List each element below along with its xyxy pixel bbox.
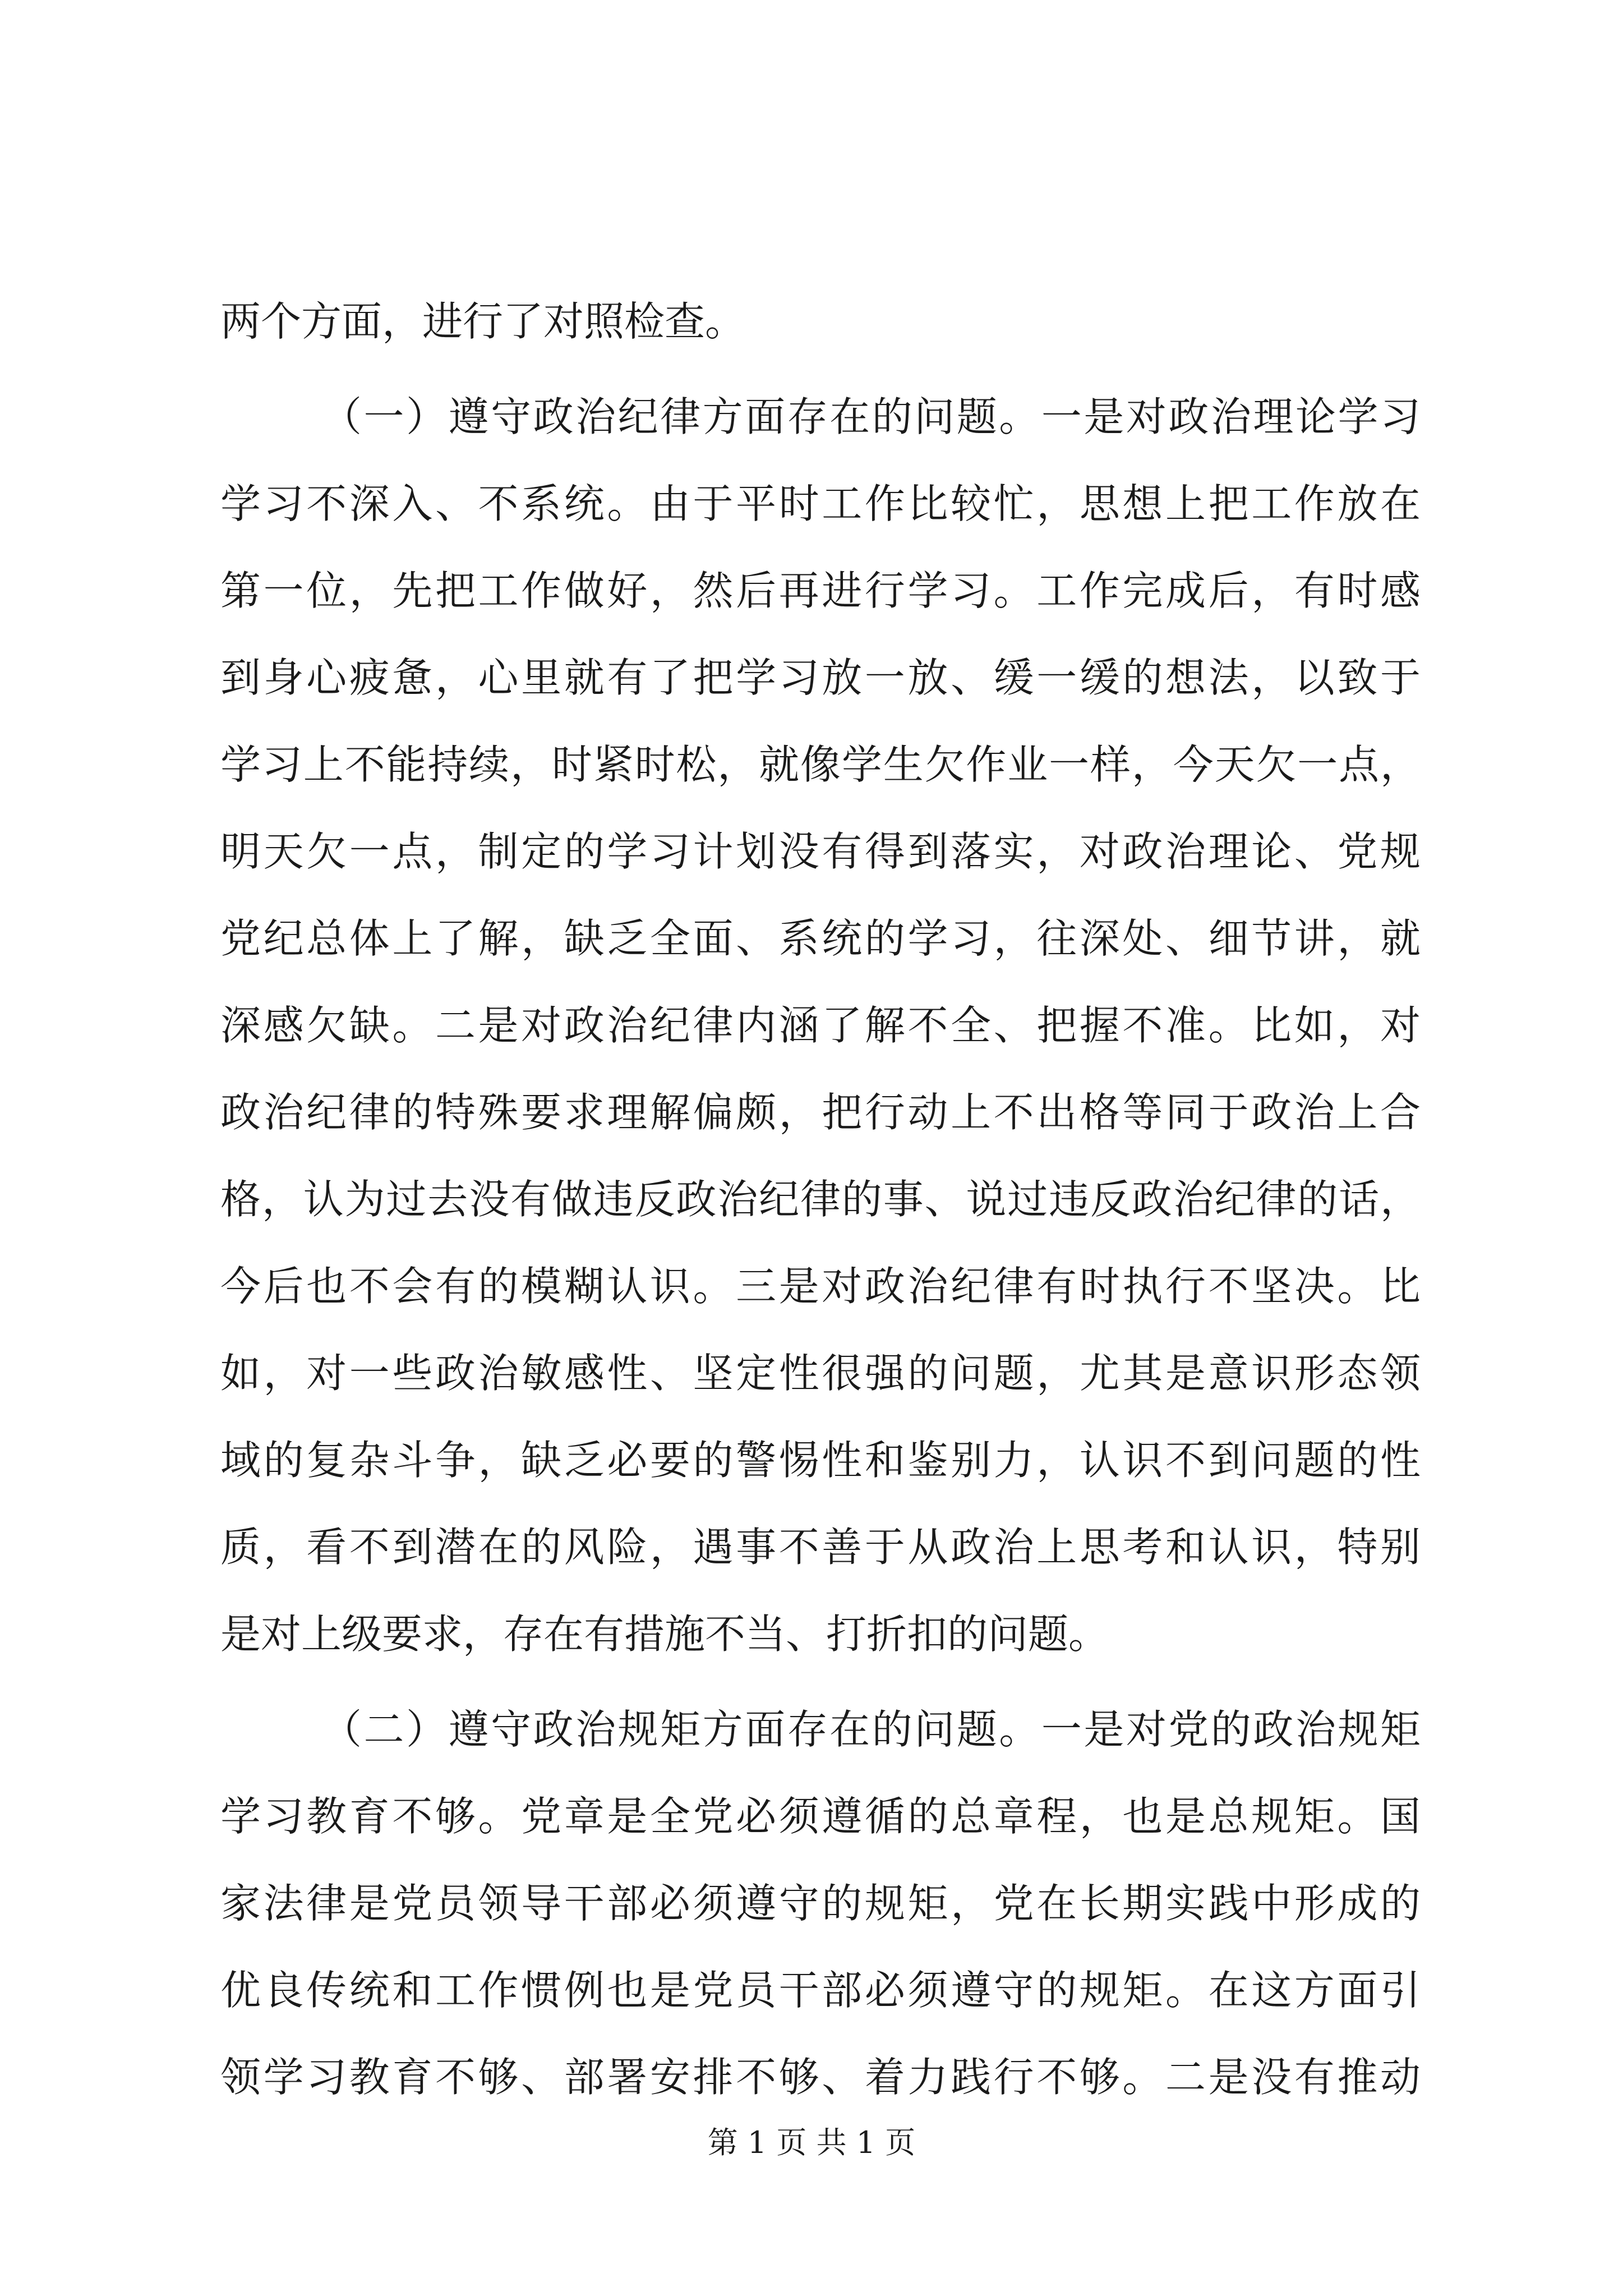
text-line: 两个方面，进行了对照检查。 (220, 298, 746, 345)
text-line: 格，认为过去没有做违反政治纪律的事、说过违反政治纪律的话， (220, 1176, 1421, 1223)
text-line: 到身心疲惫，心里就有了把学习放一放、缓一缓的想法，以致于 (220, 654, 1421, 701)
text-line: 学习上不能持续，时紧时松，就像学生欠作业一样，今天欠一点， (220, 741, 1421, 788)
text-line: 质，看不到潜在的风险，遇事不善于从政治上思考和认识，特别 (220, 1524, 1421, 1571)
text-line: 学习教育不够。党章是全党必须遵循的总章程，也是总规矩。国 (220, 1793, 1421, 1840)
text-line: 今后也不会有的模糊认识。三是对政治纪律有时执行不坚决。比 (220, 1263, 1421, 1310)
text-line: 第一位，先把工作做好，然后再进行学习。工作完成后，有时感 (220, 567, 1421, 614)
page-footer: 第 1 页 共 1 页 (707, 2125, 916, 2160)
text-line: 学习不深入、不系统。由于平时工作比较忙，思想上把工作放在 (220, 480, 1421, 527)
text-line: 深感欠缺。二是对政治纪律内涵了解不全、把握不准。比如，对 (220, 1002, 1421, 1049)
text-line: 优良传统和工作惯例也是党员干部必须遵守的规矩。在这方面引 (220, 1967, 1421, 2014)
text-line: 是对上级要求，存在有措施不当、打折扣的问题。 (220, 1611, 1109, 1658)
text-line: 域的复杂斗争，缺乏必要的警惕性和鉴别力，认识不到问题的性 (220, 1437, 1421, 1484)
paragraph-1-first-line: （一）遵守政治纪律方面存在的问题。一是对政治理论学习 (321, 393, 1421, 440)
text-line: 如，对一些政治敏感性、坚定性很强的问题，尤其是意识形态领 (220, 1350, 1421, 1397)
text-line: 领学习教育不够、部署安排不够、着力践行不够。二是没有推动 (220, 2054, 1421, 2101)
text-line: 党纪总体上了解，缺乏全面、系统的学习，往深处、细节讲，就 (220, 915, 1421, 962)
paragraph-2-first-line: （二）遵守政治规矩方面存在的问题。一是对党的政治规矩 (321, 1706, 1421, 1753)
text-line: 明天欠一点，制定的学习计划没有得到落实，对政治理论、党规 (220, 828, 1421, 875)
text-line: 家法律是党员领导干部必须遵守的规矩，党在长期实践中形成的 (220, 1880, 1421, 1927)
text-line: 政治纪律的特殊要求理解偏颇，把行动上不出格等同于政治上合 (220, 1089, 1421, 1136)
